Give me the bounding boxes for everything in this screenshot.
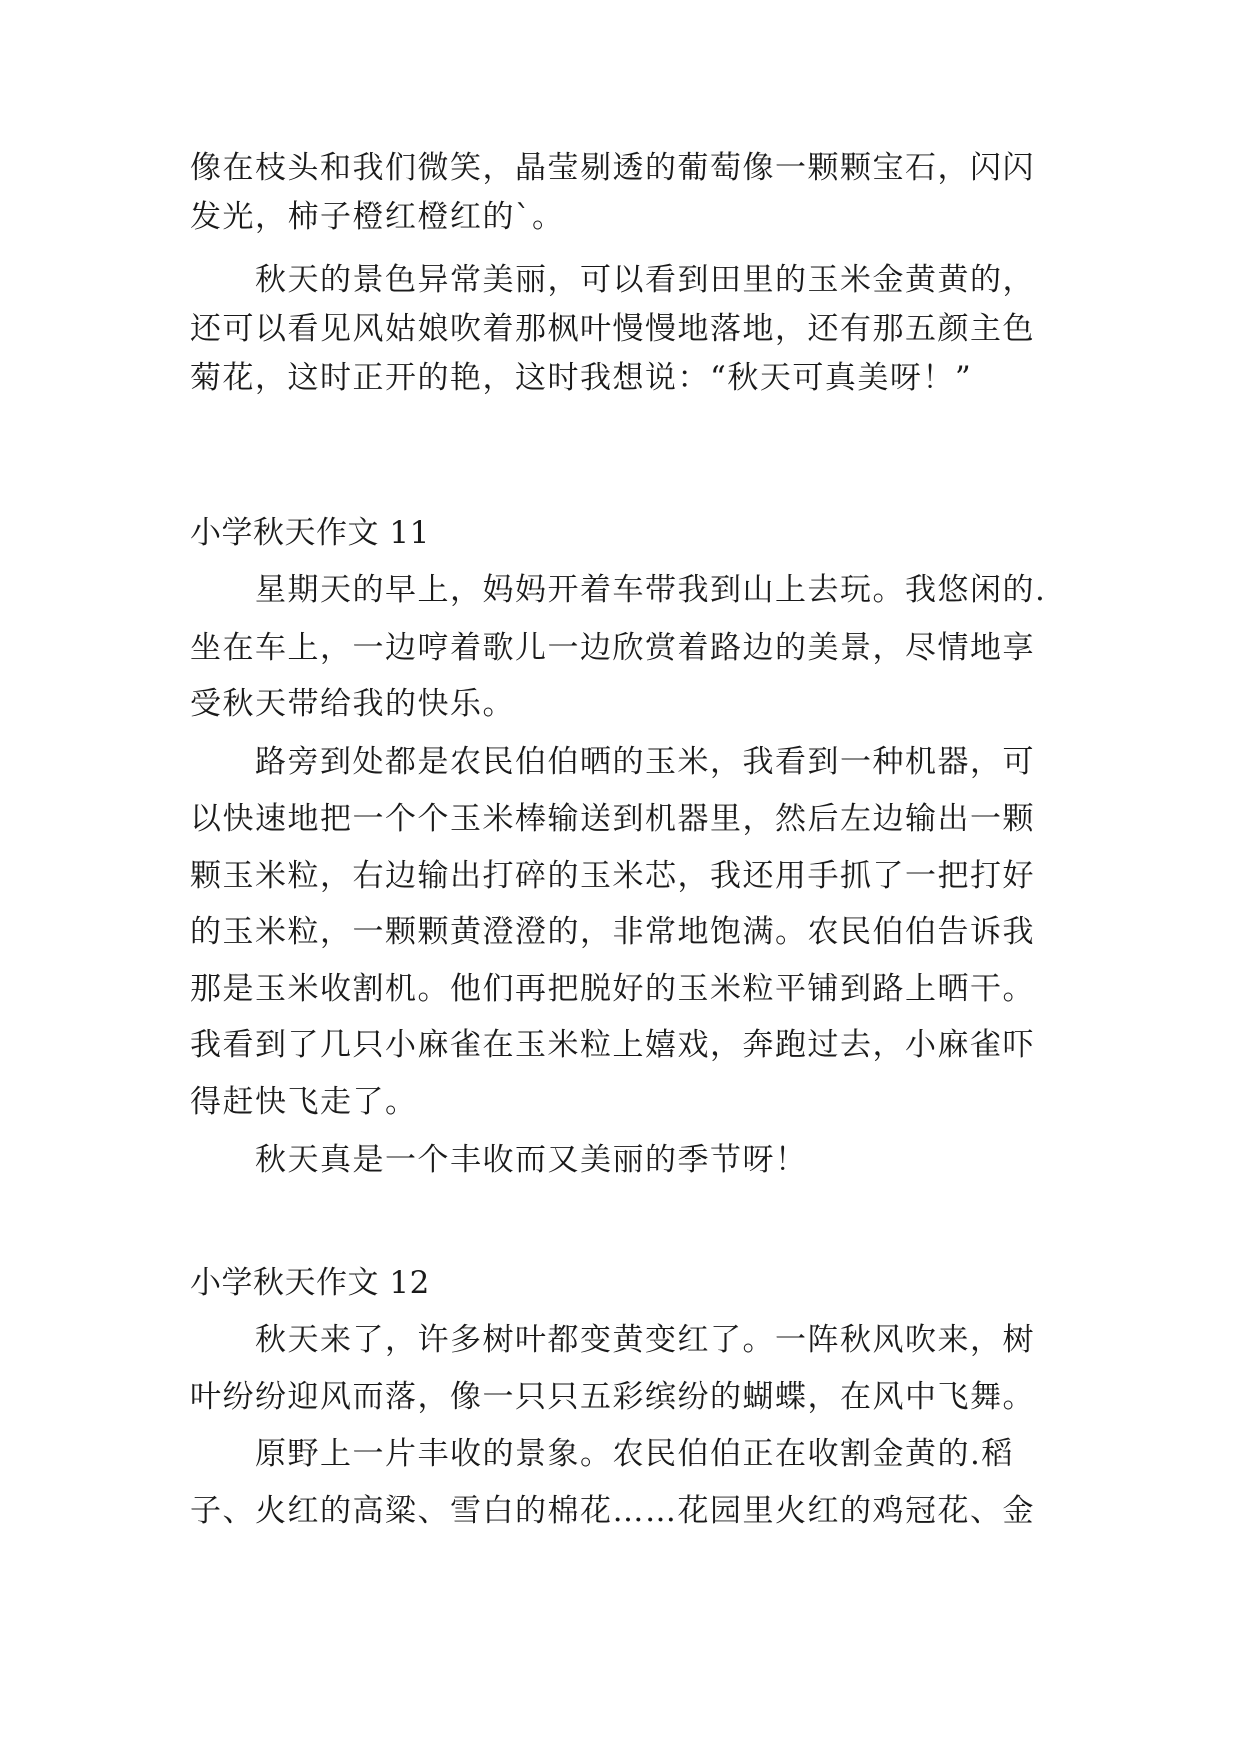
paragraph-line: 受秋天带给我的快乐。 <box>190 686 515 722</box>
paragraph-line: 星期天的早上，妈妈开着车带我到山上去玩。我悠闲的. <box>190 572 1047 608</box>
paragraph-line: 叶纷纷迎风而落，像一只只五彩缤纷的蝴蝶，在风中飞舞。 <box>190 1379 1035 1415</box>
paragraph-line: 菊花，这时正开的艳，这时我想说：“秋天可真美呀！” <box>190 360 973 396</box>
paragraph-line: 颗玉米粒，右边输出打碎的玉米芯，我还用手抓了一把打好 <box>190 858 1035 894</box>
paragraph-line: 的玉米粒，一颗颗黄澄澄的，非常地饱满。农民伯伯告诉我 <box>190 914 1035 950</box>
paragraph-line: 像在枝头和我们微笑，晶莹剔透的葡萄像一颗颗宝石，闪闪 <box>190 150 1035 186</box>
section-heading: 小学秋天作文 11 <box>190 515 430 551</box>
paragraph-line: 秋天真是一个丰收而又美丽的季节呀！ <box>190 1142 808 1178</box>
paragraph-line: 原野上一片丰收的景象。农民伯伯正在收割金黄的.稻 <box>190 1436 1014 1472</box>
paragraph-line: 路旁到处都是农民伯伯晒的玉米，我看到一种机器，可 <box>190 744 1035 780</box>
paragraph-line: 还可以看见风姑娘吹着那枫叶慢慢地落地，还有那五颜主色 <box>190 311 1035 347</box>
paragraph-line: 发光，柿子橙红橙红的`。 <box>190 199 565 235</box>
paragraph-line: 秋天的景色异常美丽，可以看到田里的玉米金黄黄的， <box>190 262 1035 298</box>
paragraph-line: 以快速地把一个个玉米棒输送到机器里，然后左边输出一颗 <box>190 801 1035 837</box>
paragraph-line: 那是玉米收割机。他们再把脱好的玉米粒平铺到路上晒干。 <box>190 971 1035 1007</box>
paragraph-line: 子、火红的高粱、雪白的棉花……花园里火红的鸡冠花、金 <box>190 1493 1035 1529</box>
paragraph-line: 秋天来了，许多树叶都变黄变红了。一阵秋风吹来，树 <box>190 1322 1035 1358</box>
section-heading: 小学秋天作文 12 <box>190 1265 430 1301</box>
paragraph-line: 我看到了几只小麻雀在玉米粒上嬉戏，奔跑过去，小麻雀吓 <box>190 1027 1035 1063</box>
paragraph-line: 得赶快飞走了。 <box>190 1084 418 1120</box>
paragraph-line: 坐在车上，一边哼着歌儿一边欣赏着路边的美景，尽情地享 <box>190 630 1035 666</box>
